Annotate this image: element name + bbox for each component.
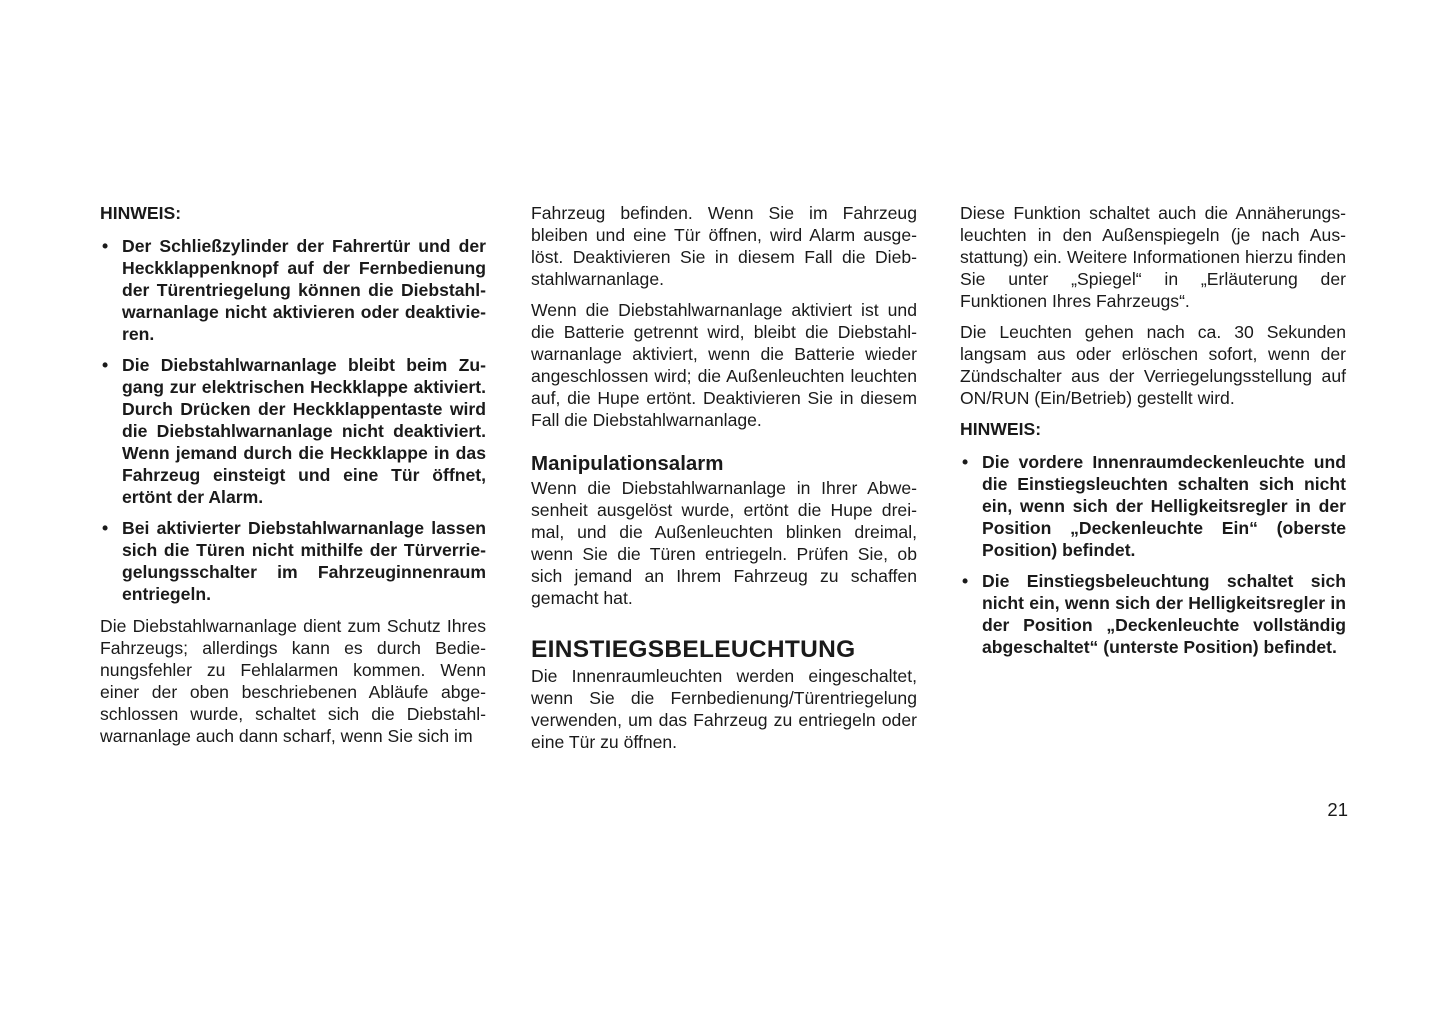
subheading-tamper-alarm: Manipulationsalarm (531, 452, 724, 475)
bullet-icon: • (102, 518, 109, 538)
note-bullet-list (960, 451, 1346, 658)
list-item-text: Die vordere Innenraumdeckenleuchte und die Einstiegsleuchten schalten sich nicht ein, wenn sich der Helligkeitsregler in der Position „Deckenleuchte Ein“ (oberste Position) befindet. (982, 452, 1346, 560)
bullet-icon: • (102, 236, 109, 256)
body-paragraph: Die Diebstahlwarnanlage dient zum Schutz Ihres Fahrzeugs; allerdings kann es durch Bedienungsfehler zu Fehlalarmen kommen. Wenn einer der oben beschriebenen Abläufe abgeschlossen wurde, schaltet sich die Diebstahlwarnanlage auch dann scharf, wenn Sie sich im (100, 616, 486, 746)
list-item (960, 451, 1346, 561)
note-heading: HINWEIS: (960, 419, 1042, 439)
section-heading-entry-lighting: EINSTIEGSBELEUCHTUNG (531, 636, 856, 663)
bullet-icon: • (102, 355, 109, 375)
body-paragraph: Wenn die Diebstahlwarnanlage aktiviert ist und die Batterie getrennt wird, bleibt die Diebstahlwarnanlage aktiviert, wenn die Batterie wieder angeschlossen wird; die Außenleuchten leuchten auf, die Hupe ertönt. Deaktivieren Sie in diesem Fall die Diebstahlwarnanlage. (531, 300, 917, 430)
list-item (100, 235, 486, 345)
list-item-text: Der Schließzylinder der Fahrertür und der Heckklappenknopf auf der Fernbedienung der Türentriegelung können die Diebstahlwarnanlage nicht aktivieren oder deaktivieren. (122, 236, 486, 344)
bullet-icon: • (962, 452, 969, 472)
list-item-text: Die Diebstahlwarnanlage bleibt beim Zugang zur elektrischen Heckklappe aktiviert. Durch Drücken der Heckklappentaste wird die Diebstahlwarnanlage nicht deaktiviert. Wenn jemand durch die Heckklappe in das Fahrzeug einsteigt und eine Tür öffnet, ertönt der Alarm. (122, 355, 486, 507)
list-item-text: Bei aktivierter Diebstahlwarnanlage lassen sich die Türen nicht mithilfe der Türverriegelungsschalter im Fahrzeuginnenraum entriegeln. (122, 518, 486, 604)
note-heading: HINWEIS: (100, 203, 182, 223)
note-bullet-list (100, 235, 486, 605)
list-item (100, 354, 486, 508)
body-paragraph: Fahrzeug befinden. Wenn Sie im Fahrzeug bleiben und eine Tür öffnen, wird Alarm ausgelöst. Deaktivieren Sie in diesem Fall die Diebstahlwarnanlage. (531, 203, 917, 289)
list-item (100, 517, 486, 605)
column-left (100, 202, 486, 756)
body-paragraph: Die Leuchten gehen nach ca. 30 Sekunden langsam aus oder erlöschen sofort, wenn der Zündschalter aus der Verriegelungsstellung auf ON/RUN (Ein/Betrieb) gestellt wird. (960, 322, 1346, 408)
body-paragraph: Wenn die Diebstahlwarnanlage in Ihrer Abwesenheit ausgelöst wurde, ertönt die Hupe dreimal, und die Außenleuchten blinken dreimal, wenn Sie die Türen entriegeln. Prüfen Sie, ob sich jemand an Ihrem Fahrzeug zu schaffen gemacht hat. (531, 478, 917, 608)
column-right (960, 202, 1346, 668)
body-paragraph: Diese Funktion schaltet auch die Annäherungsleuchten in den Außenspiegeln (je nach Ausstattung) ein. Weitere Informationen hierzu finden Sie unter „Spiegel“ in „Erläuterung der Funktionen Ihres Fahrzeugs“. (960, 203, 1346, 311)
list-item-text: Die Einstiegsbeleuchtung schaltet sich nicht ein, wenn sich der Helligkeitsregler in der Position „Deckenleuchte vollständig abgeschaltet“ (unterste Position) befindet. (982, 571, 1346, 657)
column-middle (531, 202, 917, 762)
page-number: 21 (1327, 799, 1348, 820)
bullet-icon: • (962, 571, 969, 591)
list-item (960, 570, 1346, 658)
body-paragraph: Die Innenraumleuchten werden eingeschaltet, wenn Sie die Fernbedienung/Türentriegelung verwenden, um das Fahrzeug zu entriegeln oder eine Tür zu öffnen. (531, 666, 917, 752)
